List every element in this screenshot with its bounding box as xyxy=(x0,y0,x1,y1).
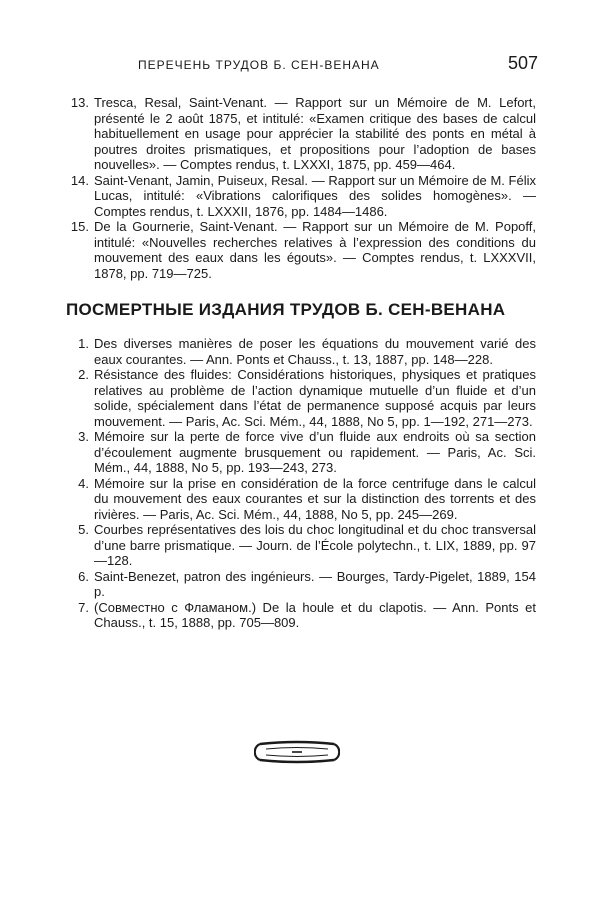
list-item xyxy=(66,522,536,569)
works-list xyxy=(66,95,536,281)
item-number: 14. xyxy=(70,172,89,188)
item-text: Mémoire sur la prise en considération de la force centrifuge dans le calcul du mouvement des eaux courantes et sur la distinction des torrents et des rivières. — Paris, Ac. Sci. Mém., 44, 1888, No 5, pp. 245—269. xyxy=(94,475,536,522)
item-text: Mémoire sur la perte de force vive d’un fluide aux endroits où sa section d’écoulement augmente brusquement ou rapidement. — Paris, Ac. Sci. Mém., 44, 1888, No 5, pp. 193—243, 273. xyxy=(94,429,536,475)
item-text: De la Gournerie, Saint-Venant. — Rapport sur un Mémoire de M. Popoff, intitulé: «Nouvelles recherches relatives à l’expression des conditions du mouvement des eaux dans les égouts». — Comptes rendus, t. LXXXVII, 1878, pp. 719—725. xyxy=(94,219,536,281)
list-item xyxy=(66,336,536,367)
item-number: 15. xyxy=(70,219,89,234)
list-item xyxy=(66,429,536,476)
item-text: Tresca, Resal, Saint-Venant. — Rapport sur un Mémoire de M. Lefort, présenté le 2 août 1875, et intitulé: «Examen critique des bases de calcul habituellement en usage pour apprécier la stabilité des ponts en métal à poutres droites prismatiques, et propositions pour l’adoption de bases nouvelles». — Comptes rendus, t. LXXXI, 1875, pp. 459—464. xyxy=(94,95,536,172)
running-head: ПЕРЕЧЕНЬ ТРУДОВ Б. СЕН-ВЕНАНА xyxy=(138,58,380,72)
item-number: 13. xyxy=(70,95,89,110)
item-number: 3. xyxy=(78,429,89,444)
section-heading: ПОСМЕРТНЫЕ ИЗДАНИЯ ТРУДОВ Б. СЕН-ВЕНАНА xyxy=(66,300,506,319)
list-item xyxy=(66,569,536,600)
end-ornament-icon xyxy=(254,739,340,765)
item-text: (Совместно с Фламаном.) De la houle et du clapotis. — Ann. Ponts et Chauss., t. 15, 1888, pp. 705—809. xyxy=(94,599,536,630)
page-number: 507 xyxy=(508,53,539,73)
item-text: Des diverses manières de poser les équations du mouvement varié des eaux courantes. — Ann. Ponts et Chauss., t. 13, 1887, pp. 148—228. xyxy=(94,336,536,367)
item-number: 1. xyxy=(78,336,89,351)
item-number: 7. xyxy=(78,599,89,615)
list-item xyxy=(66,219,536,281)
item-text: Saint-Venant, Jamin, Puiseux, Resal. — Rapport sur un Mémoire de M. Félix Lucas, intitulé: «Vibrations calorifiques des solides homogènes». — Comptes rendus, t. LXXXII, 1876, pp. 1484—1486. xyxy=(94,172,536,219)
item-number: 5. xyxy=(78,522,89,537)
item-text: Courbes représentatives des lois du choc longitudinal et du choc transversal d’une barre prismatique. — Journ. de l’École polytechn., t. LIX, 1889, pp. 97—128. xyxy=(94,522,536,568)
list-item xyxy=(66,600,536,631)
list-item xyxy=(66,95,536,173)
list-item xyxy=(66,476,536,523)
item-number: 2. xyxy=(78,367,89,382)
item-number: 6. xyxy=(78,568,89,584)
item-text: Résistance des fluides: Considérations historiques, physiques et pratiques relatives au problème de l’action dynamique mutuelle d’un fluide et d’un solide, spécialement dans l’état de permanence supposé acquis par leurs mouvement. — Paris, Ac. Sci. Mém., 44, 1888, No 5, pp. 1—192, 271—273. xyxy=(94,367,536,429)
item-text: Saint-Benezet, patron des ingénieurs. — Bourges, Tardy-Pigelet, 1889, 154 p. xyxy=(94,568,536,599)
list-item xyxy=(66,173,536,220)
list-item xyxy=(66,367,536,429)
item-number: 4. xyxy=(78,475,89,491)
posthumous-list xyxy=(66,336,536,631)
